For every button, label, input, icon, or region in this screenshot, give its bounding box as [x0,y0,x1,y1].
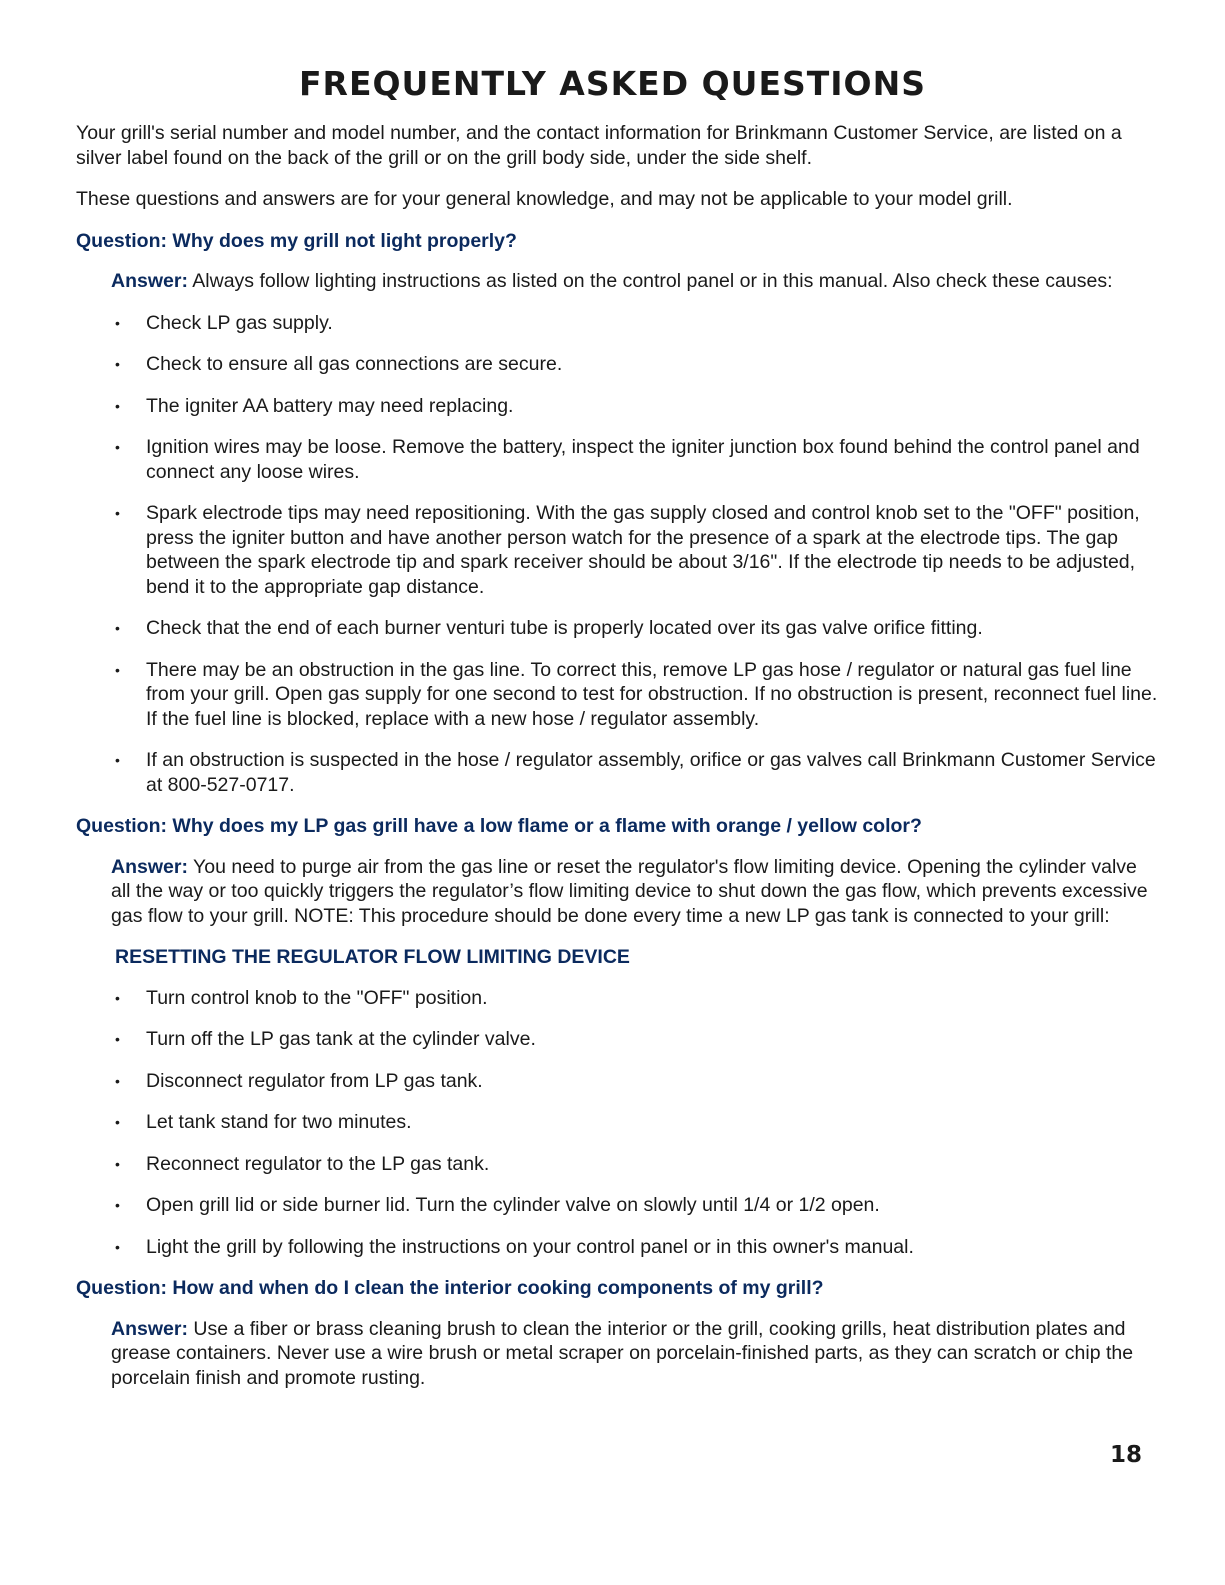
faq-question: Question: Why does my grill not light properly? [76,229,517,252]
bullet-item [111,435,1161,484]
bullet-dot-icon: • [115,505,120,521]
bullet-text: Light the grill by following the instructions on your control panel or in this owner's manual. [146,1235,914,1258]
subheading: RESETTING THE REGULATOR FLOW LIMITING DEVICE [115,946,630,968]
faq-list [76,229,1161,1391]
bullet-item [111,1069,1161,1094]
bullet-text: Ignition wires may be loose. Remove the battery, inspect the igniter junction box found behind the control panel and connect any loose wires. [146,436,1140,483]
faq-item [76,1276,1161,1390]
faq-answer [111,269,1161,294]
intro-paragraph: These questions and answers are for your general knowledge, and may not be applicable to your model grill. [76,188,1013,210]
bullet-dot-icon: • [115,620,120,636]
bullet-dot-icon: • [115,661,120,678]
answer-block [111,855,1161,1260]
answer-block [111,269,1161,797]
bullet-text: Check to ensure all gas connections are secure. [146,353,563,375]
page-number: 18 [1109,1442,1142,1468]
bullet-text: Let tank stand for two minutes. [146,1111,412,1133]
answer-text: Always follow lighting instructions as listed on the control panel or in this manual. Also check these causes: [192,270,1113,292]
answer-text: You need to purge air from the gas line or reset the regulator's flow limiting device. Opening the cylinder valve all the way or too quickly triggers the regulator’s flow limiting device to shut down the gas flow, which prevents excessive gas flow to your grill. NOTE: This procedure should be done every time a new LP gas tank is connected to your grill: [111,855,1148,927]
faq-question: Question: Why does my LP gas grill have a low flame or a flame with orange / yellow color? [76,815,922,837]
faq-question: Question: How and when do I clean the interior cooking components of my grill? [76,1277,824,1299]
faq-answer [111,1317,1161,1391]
page-title: FREQUENTLY ASKED QUESTIONS [299,64,926,103]
bullet-dot-icon: • [115,752,120,768]
answer-label: Answer: [111,855,188,878]
bullet-dot-icon: • [115,1031,120,1047]
bullet-item [111,311,1161,336]
bullet-text: Disconnect regulator from LP gas tank. [146,1069,483,1092]
bullet-dot-icon: • [115,989,120,1006]
bullet-dot-icon: • [115,356,120,372]
bullet-item [111,1027,1161,1052]
bullet-text: The igniter AA battery may need replacing. [146,394,514,417]
bullet-text: Check LP gas supply. [146,311,333,334]
bullet-text: Check that the end of each burner venturi tube is properly located over its gas valve orifice fitting. [146,617,983,639]
bullet-dot-icon: • [115,1197,120,1213]
bullet-item [111,986,1161,1011]
intro-paragraph: Your grill's serial number and model number, and the contact information for Brinkmann Customer Service, are listed on a silver label found on the back of the grill or on the grill body side, under the side shelf. [76,122,1122,169]
faq-item [76,814,1161,1259]
answer-block [111,1317,1161,1391]
bullet-text: Turn control knob to the "OFF" position. [146,986,488,1009]
faq-answer [111,855,1161,929]
page-content [76,121,1161,1407]
bullet-text: Turn off the LP gas tank at the cylinder valve. [146,1028,536,1050]
bullet-item [111,1235,1161,1260]
bullet-dot-icon: • [115,1072,120,1089]
faq-item [76,229,1161,798]
bullet-item [111,1152,1161,1177]
bullet-text: Open grill lid or side burner lid. Turn the cylinder valve on slowly until 1/4 or 1/2 open. [146,1194,880,1216]
bullet-item [111,352,1161,377]
bullet-list [111,986,1161,1260]
answer-label: Answer: [111,270,188,292]
bullet-list [111,311,1161,798]
answer-label: Answer: [111,1317,188,1340]
bullet-item [111,748,1161,797]
bullet-dot-icon: • [115,439,120,455]
bullet-dot-icon: • [115,1155,120,1172]
bullet-text: Reconnect regulator to the LP gas tank. [146,1152,490,1175]
bullet-item [111,394,1161,419]
bullet-item [111,501,1161,599]
bullet-dot-icon: • [115,1114,120,1130]
bullet-item [111,1193,1161,1218]
bullet-dot-icon: • [115,314,120,331]
bullet-item [111,658,1161,732]
answer-text: Use a fiber or brass cleaning brush to clean the interior or the grill, cooking grills, heat distribution plates and grease containers. Never use a wire brush or metal scraper on porcelain-finished parts, as they can scratch or chip the porcelain finish and promote rusting. [111,1317,1134,1389]
bullet-item [111,1110,1161,1135]
bullet-text: If an obstruction is suspected in the hose / regulator assembly, orifice or gas valves call Brinkmann Customer Service at 800-527-0717. [146,749,1156,796]
bullet-text: There may be an obstruction in the gas line. To correct this, remove LP gas hose / regulator or natural gas fuel line from your grill. Open gas supply for one second to test for obstruction. If no obstruction is present, reconnect fuel line. If the fuel line is blocked, replace with a new hose / regulator assembly. [146,658,1158,730]
bullet-dot-icon: • [115,397,120,414]
bullet-item [111,616,1161,641]
bullet-dot-icon: • [115,1238,120,1255]
bullet-text: Spark electrode tips may need repositioning. With the gas supply closed and control knob set to the "OFF" position, press the igniter button and have another person watch for the presence of a spark at the electrode tips. The gap between the spark electrode tip and spark receiver should be about 3/16". If the electrode tip needs to be adjusted, bend it to the appropriate gap distance. [146,502,1140,598]
